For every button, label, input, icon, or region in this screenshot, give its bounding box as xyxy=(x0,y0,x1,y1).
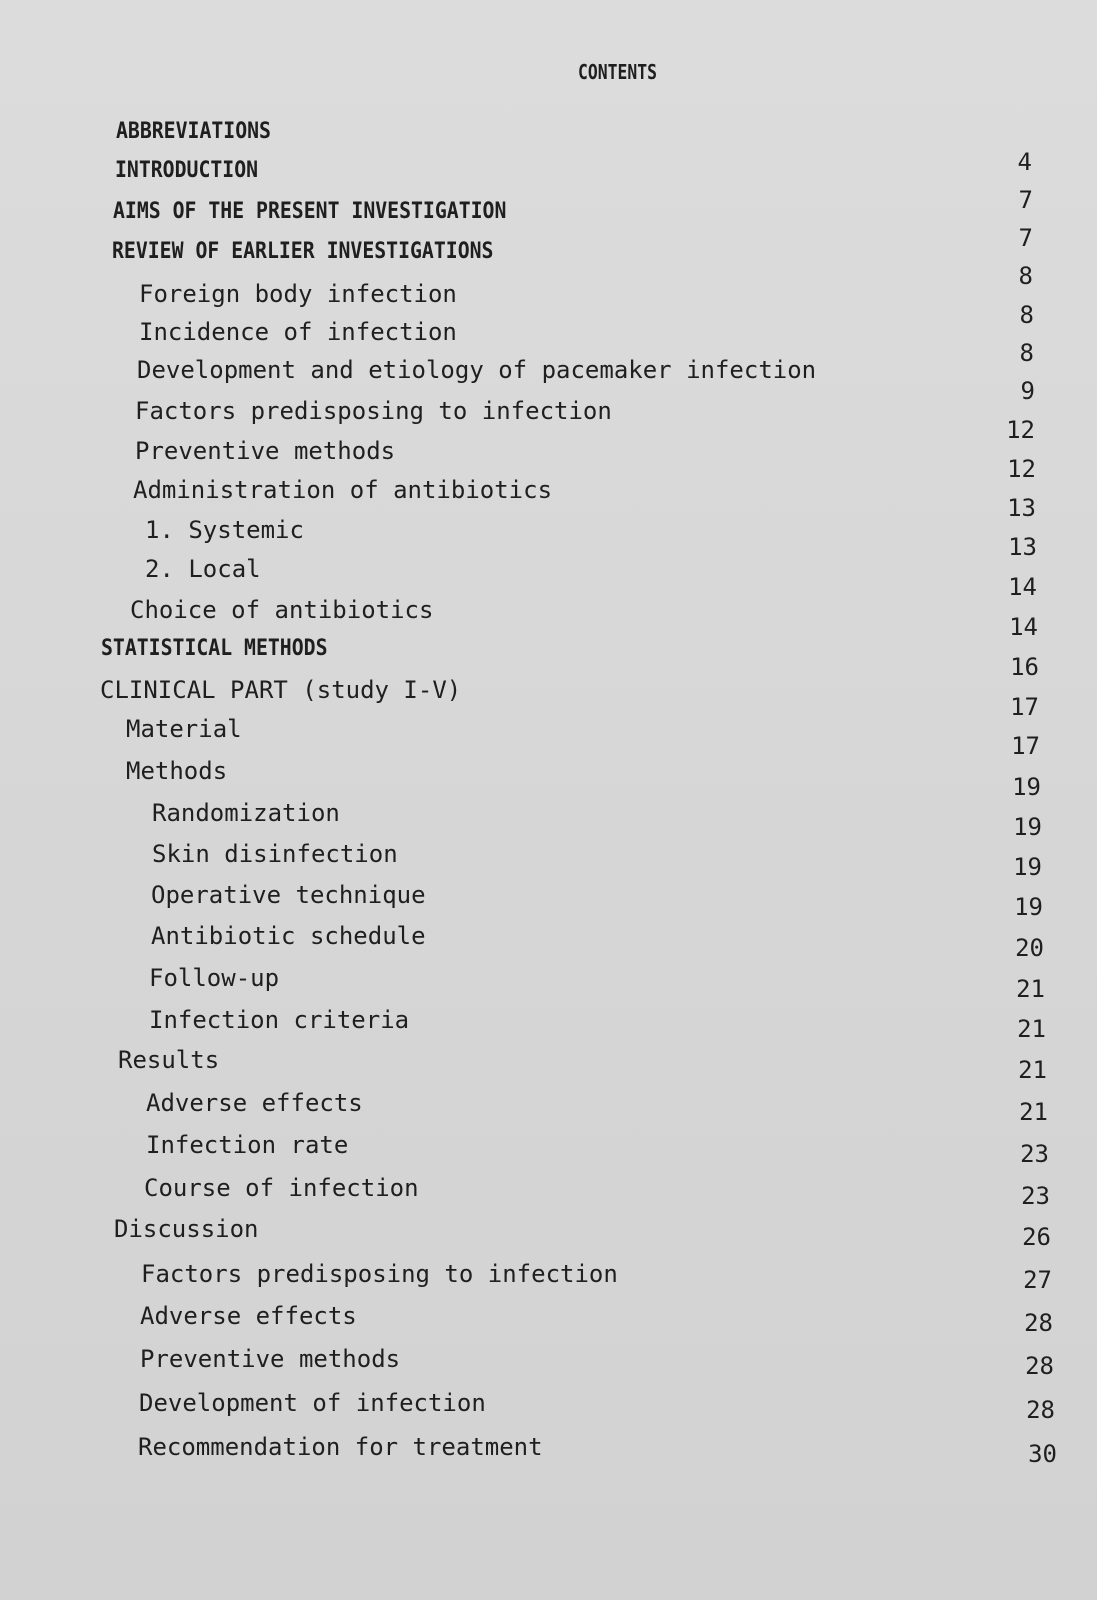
page-title: CONTENTS xyxy=(578,60,657,84)
page-number: 23 xyxy=(1020,1140,1049,1168)
page-number: 13 xyxy=(1007,494,1036,522)
toc-entry-systemic: 1. Systemic xyxy=(145,516,304,544)
toc-entry-results: Results xyxy=(118,1046,220,1074)
page-number: 19 xyxy=(1013,853,1042,881)
page-number: 9 xyxy=(1020,377,1035,405)
page-number: 20 xyxy=(1015,934,1044,962)
toc-entry-incidence: Incidence of infection xyxy=(139,318,457,346)
page-number: 28 xyxy=(1026,1396,1055,1424)
toc-entry-administration: Administration of antibiotics xyxy=(133,476,553,504)
toc-entry-methods: Methods xyxy=(126,757,228,785)
page-number: 8 xyxy=(1019,301,1034,329)
page-number: 12 xyxy=(1006,416,1035,444)
page-number: 13 xyxy=(1008,533,1037,561)
page-number: 14 xyxy=(1008,573,1037,601)
page-number: 21 xyxy=(1016,975,1045,1003)
page-number: 28 xyxy=(1024,1309,1053,1337)
page-number: 21 xyxy=(1018,1056,1047,1084)
toc-entry-preventive-methods: Preventive methods xyxy=(135,437,396,465)
toc-entry-adverse-effects: Adverse effects xyxy=(146,1089,363,1117)
toc-entry-review: REVIEW OF EARLIER INVESTIGATIONS xyxy=(112,239,494,264)
page-number: 27 xyxy=(1023,1266,1052,1294)
toc-entry-skin-disinfection: Skin disinfection xyxy=(152,840,398,868)
page-number: 16 xyxy=(1010,653,1039,681)
page-number: 21 xyxy=(1017,1015,1046,1043)
page-number: 8 xyxy=(1019,339,1034,367)
page-number: 8 xyxy=(1018,262,1033,290)
page-number: 17 xyxy=(1011,732,1040,760)
toc-entry-antibiotic-schedule: Antibiotic schedule xyxy=(151,922,426,950)
page-number: 26 xyxy=(1022,1223,1051,1251)
toc-entry-discussion: Discussion xyxy=(114,1215,259,1243)
toc-entry-discussion-development: Development of infection xyxy=(139,1389,486,1417)
toc-entry-foreign-body: Foreign body infection xyxy=(139,280,457,308)
toc-entry-follow-up: Follow-up xyxy=(149,964,280,992)
toc-entry-local: 2. Local xyxy=(145,555,261,583)
toc-entry-operative-technique: Operative technique xyxy=(151,881,426,909)
page-number: 14 xyxy=(1009,613,1038,641)
page-number: 19 xyxy=(1012,773,1041,801)
toc-entry-discussion-preventive: Preventive methods xyxy=(140,1345,401,1373)
page-number: 30 xyxy=(1028,1440,1057,1468)
toc-entry-abbreviations: ABBREVIATIONS xyxy=(116,119,271,144)
page-number: 21 xyxy=(1019,1098,1048,1126)
page-number: 12 xyxy=(1007,455,1036,483)
toc-entry-clinical-part: CLINICAL PART (study I-V) xyxy=(100,676,462,704)
toc-entry-discussion-factors: Factors predisposing to infection xyxy=(141,1260,618,1288)
page-number: 7 xyxy=(1018,186,1033,214)
toc-entry-infection-rate: Infection rate xyxy=(146,1131,349,1159)
toc-entry-infection-criteria: Infection criteria xyxy=(149,1006,410,1034)
toc-entry-discussion-adverse: Adverse effects xyxy=(140,1302,357,1330)
page-number: 4 xyxy=(1017,148,1032,176)
toc-entry-aims: AIMS OF THE PRESENT INVESTIGATION xyxy=(113,199,507,224)
page-number: 19 xyxy=(1014,893,1043,921)
toc-entry-course-of-infection: Course of infection xyxy=(144,1174,419,1202)
toc-entry-factors-predisposing: Factors predisposing to infection xyxy=(135,397,612,425)
toc-entry-statistical: STATISTICAL METHODS xyxy=(101,636,328,661)
toc-entry-choice: Choice of antibiotics xyxy=(130,596,434,624)
page-number: 7 xyxy=(1018,224,1033,252)
toc-entry-introduction: INTRODUCTION xyxy=(115,158,259,183)
toc-entry-material: Material xyxy=(126,715,242,743)
page-number: 19 xyxy=(1013,813,1042,841)
toc-entry-randomization: Randomization xyxy=(152,799,340,827)
page-number: 17 xyxy=(1010,693,1039,721)
page-number: 28 xyxy=(1025,1352,1054,1380)
toc-entry-recommendation: Recommendation for treatment xyxy=(138,1433,543,1461)
toc-entry-development-etiology: Development and etiology of pacemaker infection xyxy=(137,356,817,384)
page-number: 23 xyxy=(1021,1182,1050,1210)
